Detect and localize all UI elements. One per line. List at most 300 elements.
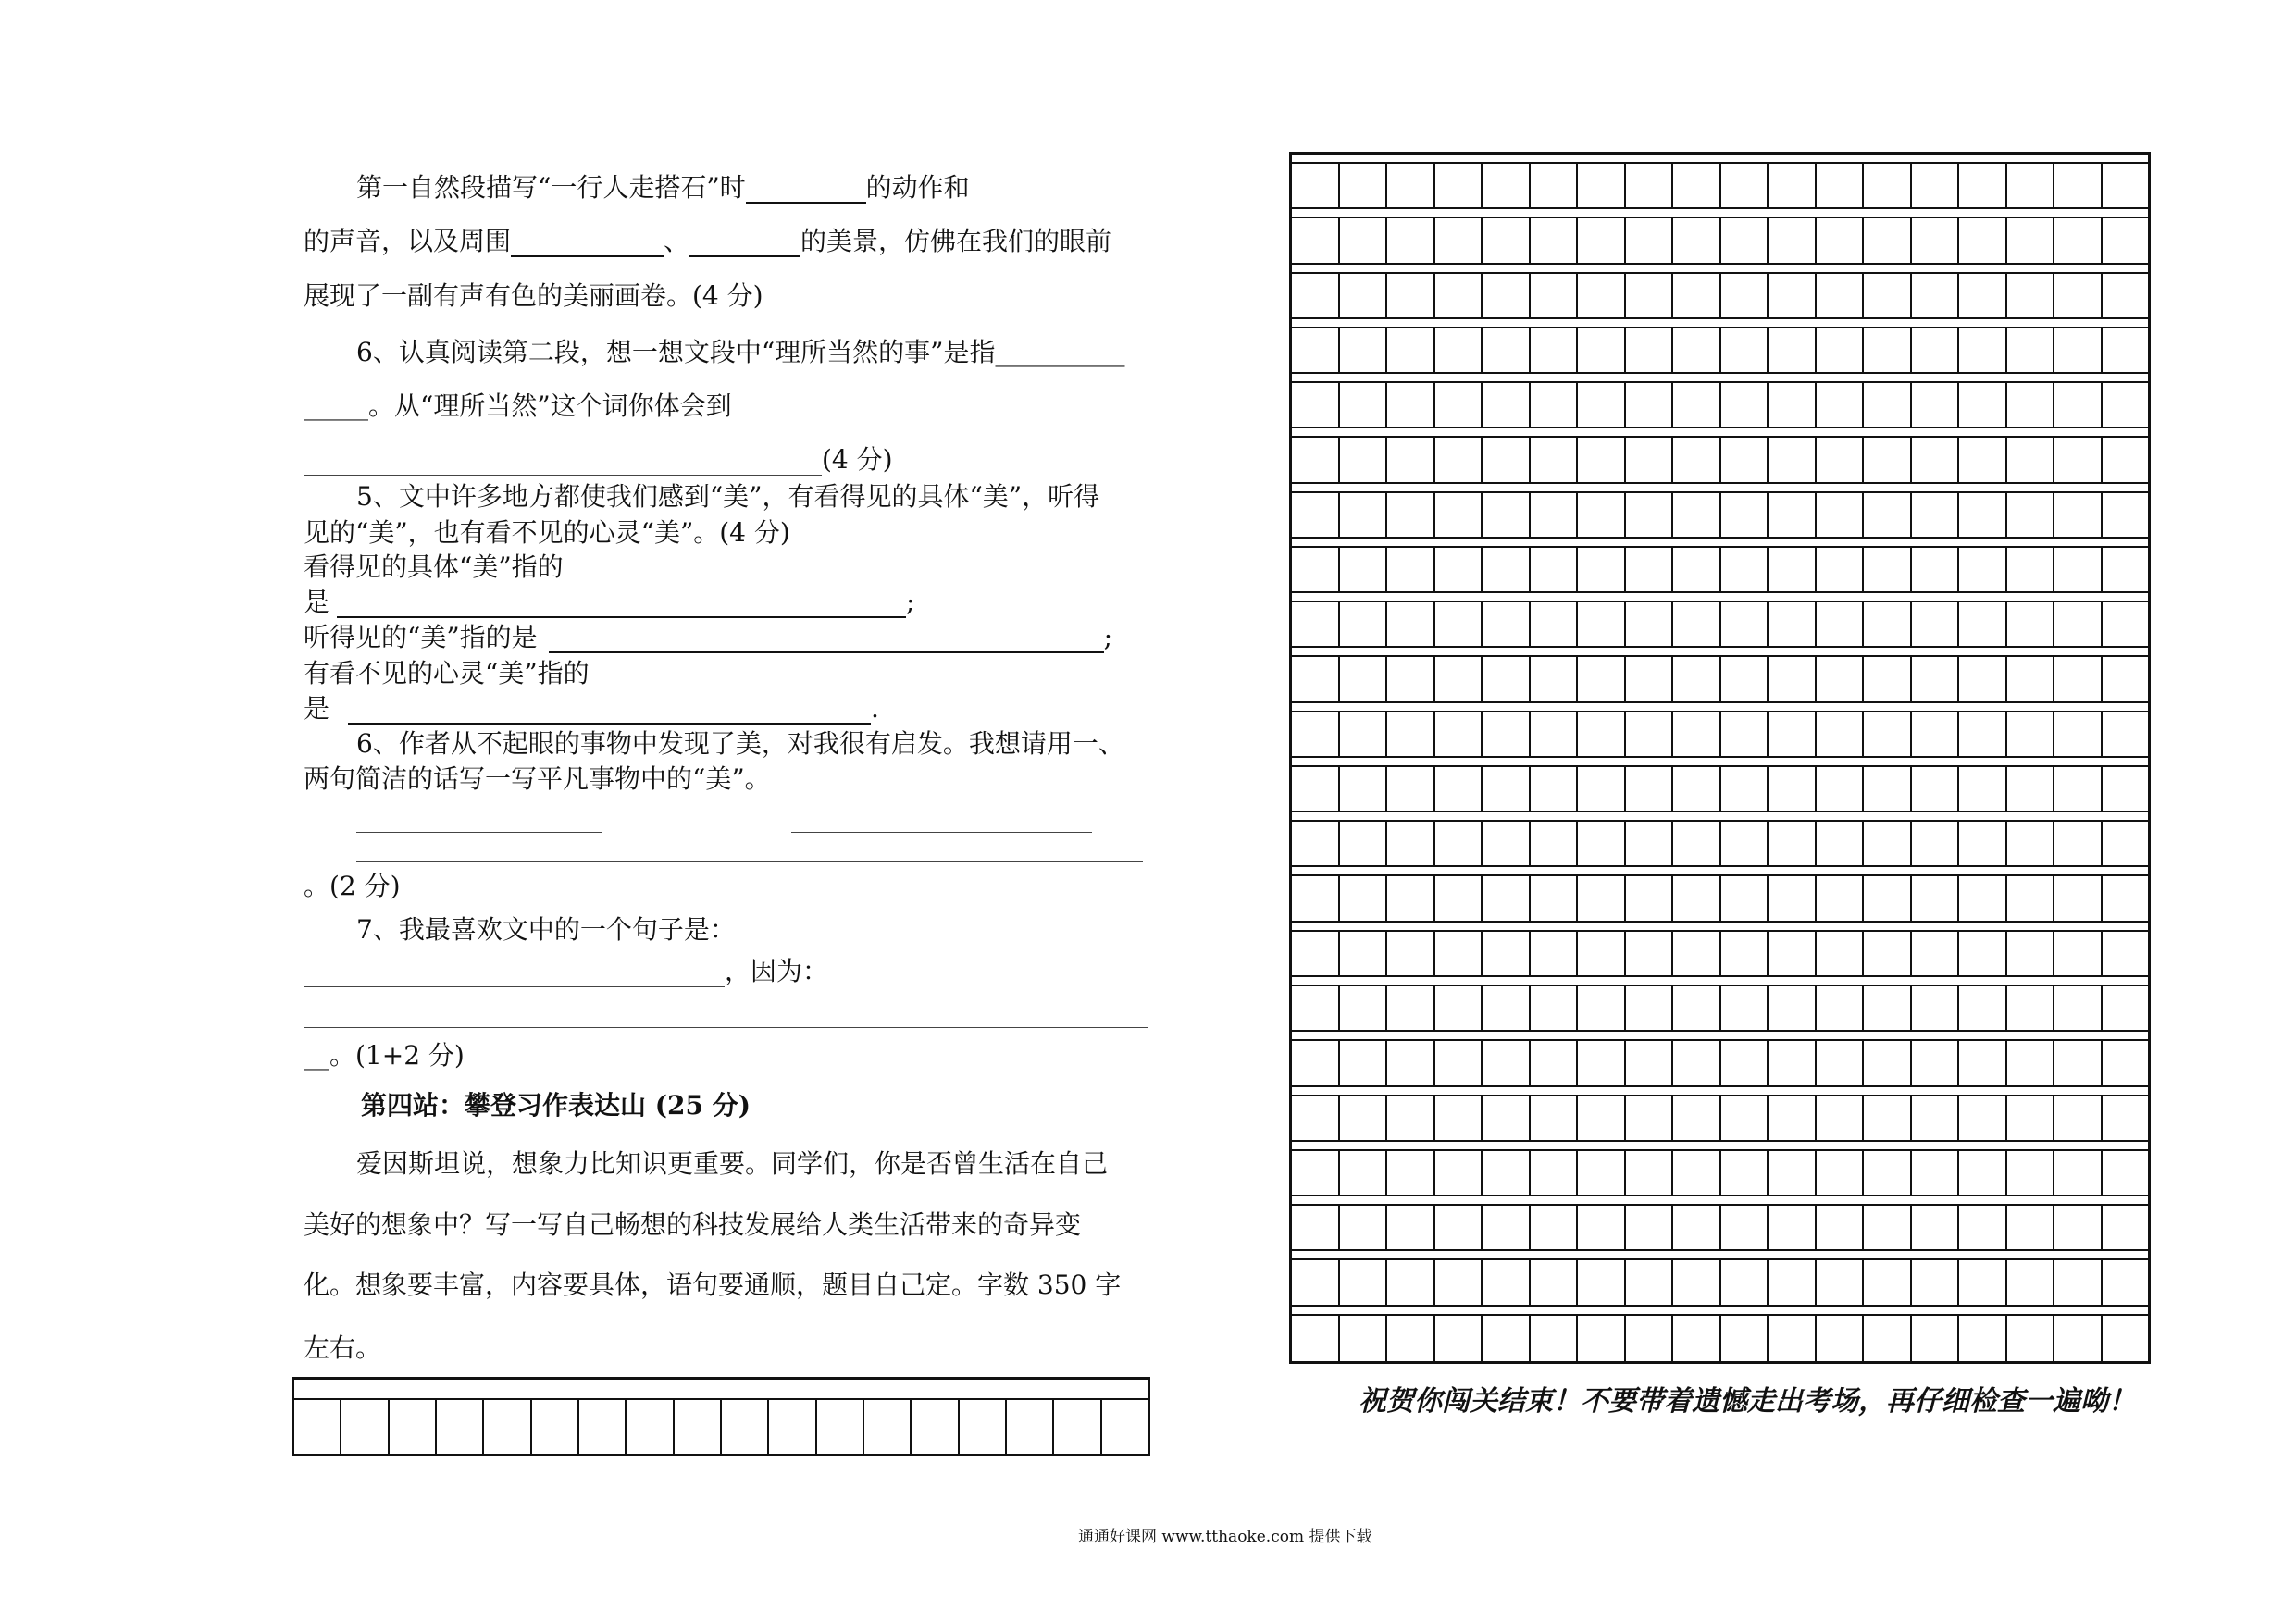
grid-cell[interactable]	[1959, 657, 2007, 700]
grid-cell[interactable]	[1531, 438, 1579, 481]
grid-cell[interactable]	[2007, 1041, 2055, 1084]
grid-cell[interactable]	[2007, 1260, 2055, 1304]
grid-cell[interactable]	[1721, 822, 1769, 865]
grid-cell[interactable]	[1531, 932, 1579, 975]
grid-cell[interactable]	[1340, 1151, 1388, 1195]
grid-cell[interactable]	[1959, 164, 2007, 207]
grid-cell[interactable]	[2054, 164, 2103, 207]
grid-cell[interactable]	[1578, 1260, 1626, 1304]
grid-cell[interactable]	[1864, 1316, 1912, 1361]
grid-cell[interactable]	[2007, 328, 2055, 372]
grid-cell[interactable]	[1626, 712, 1674, 756]
grid-cell[interactable]	[2103, 1151, 2149, 1195]
grid-cell[interactable]	[1387, 1096, 1435, 1140]
grid-cell[interactable]	[1864, 438, 1912, 481]
grid-cell[interactable]	[1435, 274, 1483, 317]
grid-cell[interactable]	[1483, 932, 1531, 975]
grid-cell[interactable]	[1959, 932, 2007, 975]
grid-cell[interactable]	[1483, 1096, 1531, 1140]
grid-cell[interactable]	[1387, 986, 1435, 1030]
grid-cell[interactable]	[1769, 383, 1817, 427]
grid-cell[interactable]	[1435, 602, 1483, 646]
grid-cell[interactable]	[2007, 438, 2055, 481]
grid-cell[interactable]	[1817, 1260, 1865, 1304]
grid-cell[interactable]	[1769, 767, 1817, 811]
answer-blank[interactable]	[746, 174, 866, 204]
grid-cell[interactable]	[294, 1400, 341, 1454]
grid-cell[interactable]	[1340, 1206, 1388, 1249]
grid-cell[interactable]	[1292, 1096, 1340, 1140]
grid-cell[interactable]	[1578, 383, 1626, 427]
grid-cell[interactable]	[1531, 1041, 1579, 1084]
grid-cell[interactable]	[1435, 383, 1483, 427]
grid-cell[interactable]	[1626, 986, 1674, 1030]
grid-cell[interactable]	[1626, 822, 1674, 865]
grid-cell[interactable]	[1578, 1151, 1626, 1195]
grid-cell[interactable]	[2054, 218, 2103, 262]
grid-cell[interactable]	[2103, 932, 2149, 975]
grid-cell[interactable]	[769, 1400, 816, 1454]
grid-cell[interactable]	[1435, 657, 1483, 700]
grid-cell[interactable]	[2054, 548, 2103, 591]
grid-cell[interactable]	[1340, 274, 1388, 317]
grid-cell[interactable]	[1912, 1151, 1960, 1195]
grid-cell[interactable]	[1340, 548, 1388, 591]
grid-cell[interactable]	[1817, 657, 1865, 700]
grid-cell[interactable]	[1864, 1041, 1912, 1084]
grid-cell[interactable]	[1721, 164, 1769, 207]
grid-cell[interactable]	[1435, 164, 1483, 207]
grid-cell[interactable]	[1912, 218, 1960, 262]
grid-cell[interactable]	[1531, 986, 1579, 1030]
grid-cell[interactable]	[1340, 218, 1388, 262]
grid-cell[interactable]	[532, 1400, 579, 1454]
answer-blank[interactable]	[304, 959, 725, 987]
grid-cell[interactable]	[2054, 1041, 2103, 1084]
grid-cell[interactable]	[1387, 438, 1435, 481]
grid-cell[interactable]	[1721, 1206, 1769, 1249]
grid-cell[interactable]	[1864, 657, 1912, 700]
grid-cell[interactable]	[2007, 383, 2055, 427]
grid-cell[interactable]	[1721, 218, 1769, 262]
grid-cell[interactable]	[341, 1400, 389, 1454]
grid-cell[interactable]	[1721, 602, 1769, 646]
grid-cell[interactable]	[2054, 328, 2103, 372]
grid-cell[interactable]	[1673, 657, 1721, 700]
grid-cell[interactable]	[2103, 986, 2149, 1030]
grid-cell[interactable]	[1817, 1206, 1865, 1249]
grid-cell[interactable]	[1817, 383, 1865, 427]
grid-cell[interactable]	[1721, 438, 1769, 481]
grid-cell[interactable]	[1769, 493, 1817, 537]
grid-cell[interactable]	[1435, 1260, 1483, 1304]
grid-cell[interactable]	[2007, 822, 2055, 865]
grid-cell[interactable]	[1435, 438, 1483, 481]
grid-cell[interactable]	[1340, 822, 1388, 865]
grid-cell[interactable]	[2007, 657, 2055, 700]
grid-cell[interactable]	[1673, 932, 1721, 975]
grid-cell[interactable]	[2007, 986, 2055, 1030]
grid-cell[interactable]	[1912, 438, 1960, 481]
grid-cell[interactable]	[1483, 602, 1531, 646]
grid-cell[interactable]	[2103, 602, 2149, 646]
grid-cell[interactable]	[1721, 1260, 1769, 1304]
grid-cell[interactable]	[1864, 1206, 1912, 1249]
grid-cell[interactable]	[817, 1400, 864, 1454]
answer-blank[interactable]	[304, 999, 1148, 1028]
grid-cell[interactable]	[1435, 712, 1483, 756]
grid-cell[interactable]	[1483, 274, 1531, 317]
grid-cell[interactable]	[2103, 164, 2149, 207]
grid-cell[interactable]	[1387, 712, 1435, 756]
grid-cell[interactable]	[1959, 548, 2007, 591]
grid-cell[interactable]	[2054, 383, 2103, 427]
grid-cell[interactable]	[1483, 1316, 1531, 1361]
grid-cell[interactable]	[1578, 1096, 1626, 1140]
grid-cell[interactable]	[1864, 274, 1912, 317]
grid-cell[interactable]	[2054, 274, 2103, 317]
grid-cell[interactable]	[1817, 986, 1865, 1030]
grid-cell[interactable]	[1959, 218, 2007, 262]
grid-cell[interactable]	[2054, 822, 2103, 865]
grid-cell[interactable]	[2103, 767, 2149, 811]
grid-cell[interactable]	[1721, 1151, 1769, 1195]
grid-cell[interactable]	[1531, 164, 1579, 207]
grid-cell[interactable]	[2007, 767, 2055, 811]
grid-cell[interactable]	[1531, 1316, 1579, 1361]
grid-cell[interactable]	[2054, 932, 2103, 975]
grid-cell[interactable]	[1912, 657, 1960, 700]
grid-cell[interactable]	[390, 1400, 437, 1454]
grid-cell[interactable]	[1912, 493, 1960, 537]
grid-cell[interactable]	[1578, 1041, 1626, 1084]
grid-cell[interactable]	[2007, 876, 2055, 920]
grid-cell[interactable]	[1483, 822, 1531, 865]
grid-cell[interactable]	[1912, 383, 1960, 427]
answer-blank[interactable]	[549, 624, 1104, 653]
grid-cell[interactable]	[1387, 602, 1435, 646]
grid-cell[interactable]	[1673, 274, 1721, 317]
grid-cell[interactable]	[1483, 1260, 1531, 1304]
grid-cell[interactable]	[1721, 1096, 1769, 1140]
grid-cell[interactable]	[1292, 1206, 1340, 1249]
grid-cell[interactable]	[1817, 164, 1865, 207]
grid-cell[interactable]	[1578, 767, 1626, 811]
grid-cell[interactable]	[1578, 1316, 1626, 1361]
grid-cell[interactable]	[2007, 1151, 2055, 1195]
grid-cell[interactable]	[2007, 274, 2055, 317]
grid-cell[interactable]	[1721, 548, 1769, 591]
grid-cell[interactable]	[1340, 986, 1388, 1030]
grid-cell[interactable]	[1340, 767, 1388, 811]
grid-cell[interactable]	[2054, 712, 2103, 756]
grid-cell[interactable]	[1483, 657, 1531, 700]
answer-blank[interactable]	[356, 804, 602, 833]
grid-cell[interactable]	[1578, 438, 1626, 481]
grid-cell[interactable]	[1531, 1206, 1579, 1249]
answer-blank[interactable]	[689, 228, 800, 257]
grid-cell[interactable]	[1673, 876, 1721, 920]
grid-cell[interactable]	[1673, 328, 1721, 372]
grid-cell[interactable]	[1483, 1206, 1531, 1249]
grid-cell[interactable]	[1817, 1041, 1865, 1084]
grid-cell[interactable]	[722, 1400, 769, 1454]
grid-cell[interactable]	[1531, 602, 1579, 646]
grid-cell[interactable]	[1817, 1096, 1865, 1140]
grid-cell[interactable]	[1864, 1151, 1912, 1195]
grid-cell[interactable]	[1626, 548, 1674, 591]
grid-cell[interactable]	[1435, 1041, 1483, 1084]
grid-cell[interactable]	[2007, 548, 2055, 591]
grid-cell[interactable]	[1483, 218, 1531, 262]
grid-cell[interactable]	[1435, 932, 1483, 975]
grid-cell[interactable]	[2103, 657, 2149, 700]
grid-cell[interactable]	[1626, 274, 1674, 317]
grid-cell[interactable]	[1578, 274, 1626, 317]
answer-blank[interactable]	[511, 228, 664, 257]
grid-cell[interactable]	[1340, 164, 1388, 207]
grid-cell[interactable]	[1340, 876, 1388, 920]
grid-cell[interactable]	[1292, 383, 1340, 427]
grid-cell[interactable]	[1578, 164, 1626, 207]
grid-cell[interactable]	[1673, 1041, 1721, 1084]
grid-cell[interactable]	[2103, 1260, 2149, 1304]
grid-cell[interactable]	[1292, 657, 1340, 700]
grid-cell[interactable]	[2054, 1316, 2103, 1361]
grid-cell[interactable]	[1912, 1260, 1960, 1304]
grid-cell[interactable]	[1769, 218, 1817, 262]
grid-cell[interactable]	[1578, 876, 1626, 920]
grid-cell[interactable]	[1387, 822, 1435, 865]
grid-cell[interactable]	[1626, 932, 1674, 975]
grid-cell[interactable]	[1292, 602, 1340, 646]
grid-cell[interactable]	[1531, 876, 1579, 920]
grid-cell[interactable]	[1769, 1206, 1817, 1249]
grid-cell[interactable]	[1912, 328, 1960, 372]
grid-cell[interactable]	[675, 1400, 722, 1454]
grid-cell[interactable]	[1578, 328, 1626, 372]
grid-cell[interactable]	[1292, 767, 1340, 811]
grid-cell[interactable]	[1959, 1151, 2007, 1195]
grid-cell[interactable]	[1292, 493, 1340, 537]
grid-cell[interactable]	[1292, 822, 1340, 865]
grid-cell[interactable]	[1626, 1316, 1674, 1361]
grid-cell[interactable]	[1387, 932, 1435, 975]
grid-cell[interactable]	[1864, 986, 1912, 1030]
grid-cell[interactable]	[1578, 602, 1626, 646]
grid-cell[interactable]	[1387, 328, 1435, 372]
grid-cell[interactable]	[1864, 767, 1912, 811]
grid-cell[interactable]	[1769, 1096, 1817, 1140]
grid-cell[interactable]	[1531, 767, 1579, 811]
grid-cell[interactable]	[1912, 1096, 1960, 1140]
grid-cell[interactable]	[1864, 164, 1912, 207]
answer-blank[interactable]	[304, 447, 822, 476]
grid-cell[interactable]	[1673, 986, 1721, 1030]
grid-cell[interactable]	[1292, 548, 1340, 591]
grid-cell[interactable]	[1769, 1041, 1817, 1084]
grid-cell[interactable]	[1435, 1151, 1483, 1195]
grid-cell[interactable]	[1864, 1260, 1912, 1304]
grid-cell[interactable]	[2103, 1041, 2149, 1084]
grid-cell[interactable]	[627, 1400, 674, 1454]
grid-cell[interactable]	[1292, 274, 1340, 317]
grid-cell[interactable]	[1578, 218, 1626, 262]
grid-cell[interactable]	[912, 1400, 959, 1454]
grid-cell[interactable]	[1864, 1096, 1912, 1140]
grid-cell[interactable]	[1340, 712, 1388, 756]
grid-cell[interactable]	[1721, 657, 1769, 700]
grid-cell[interactable]	[2103, 1206, 2149, 1249]
grid-cell[interactable]	[1769, 657, 1817, 700]
grid-cell[interactable]	[1626, 328, 1674, 372]
grid-cell[interactable]	[1435, 876, 1483, 920]
grid-cell[interactable]	[1912, 602, 1960, 646]
grid-cell[interactable]	[1817, 1316, 1865, 1361]
grid-cell[interactable]	[1292, 438, 1340, 481]
grid-cell[interactable]	[1483, 493, 1531, 537]
grid-cell[interactable]	[1531, 657, 1579, 700]
grid-cell[interactable]	[2054, 657, 2103, 700]
grid-cell[interactable]	[1864, 712, 1912, 756]
grid-cell[interactable]	[2103, 493, 2149, 537]
grid-cell[interactable]	[1292, 1151, 1340, 1195]
grid-cell[interactable]	[1578, 822, 1626, 865]
grid-cell[interactable]	[2007, 932, 2055, 975]
grid-cell[interactable]	[1769, 986, 1817, 1030]
grid-cell[interactable]	[1817, 712, 1865, 756]
grid-cell[interactable]	[1102, 1400, 1148, 1454]
grid-cell[interactable]	[1292, 986, 1340, 1030]
grid-cell[interactable]	[2103, 876, 2149, 920]
grid-cell[interactable]	[1435, 1316, 1483, 1361]
grid-cell[interactable]	[1673, 548, 1721, 591]
grid-cell[interactable]	[1959, 1206, 2007, 1249]
grid-cell[interactable]	[1531, 493, 1579, 537]
grid-cell[interactable]	[2103, 274, 2149, 317]
grid-cell[interactable]	[1387, 1151, 1435, 1195]
grid-cell[interactable]	[1721, 986, 1769, 1030]
grid-cell[interactable]	[1959, 383, 2007, 427]
grid-cell[interactable]	[1959, 602, 2007, 646]
grid-cell[interactable]	[1626, 1260, 1674, 1304]
grid-cell[interactable]	[1864, 932, 1912, 975]
grid-cell[interactable]	[1531, 328, 1579, 372]
grid-cell[interactable]	[1817, 328, 1865, 372]
grid-cell[interactable]	[1483, 164, 1531, 207]
grid-cell[interactable]	[1769, 1260, 1817, 1304]
grid-cell[interactable]	[1626, 383, 1674, 427]
grid-cell[interactable]	[1912, 932, 1960, 975]
grid-cell[interactable]	[1959, 274, 2007, 317]
grid-cell[interactable]	[1292, 932, 1340, 975]
grid-cell[interactable]	[1531, 1096, 1579, 1140]
answer-blank[interactable]	[348, 695, 871, 725]
grid-cell[interactable]	[1721, 712, 1769, 756]
grid-cell[interactable]	[1912, 986, 1960, 1030]
grid-cell[interactable]	[1912, 767, 1960, 811]
grid-cell[interactable]	[1292, 218, 1340, 262]
grid-cell[interactable]	[1817, 876, 1865, 920]
grid-cell[interactable]	[2103, 712, 2149, 756]
grid-cell[interactable]	[1769, 438, 1817, 481]
grid-cell[interactable]	[1531, 383, 1579, 427]
grid-cell[interactable]	[1721, 1316, 1769, 1361]
grid-cell[interactable]	[1387, 164, 1435, 207]
grid-cell[interactable]	[2007, 218, 2055, 262]
grid-cell[interactable]	[1387, 876, 1435, 920]
grid-cell[interactable]	[1531, 712, 1579, 756]
grid-cell[interactable]	[2007, 164, 2055, 207]
grid-cell[interactable]	[1673, 218, 1721, 262]
grid-cell[interactable]	[1673, 1096, 1721, 1140]
grid-cell[interactable]	[2007, 493, 2055, 537]
grid-cell[interactable]	[2007, 1316, 2055, 1361]
grid-cell[interactable]	[1626, 767, 1674, 811]
grid-cell[interactable]	[1769, 1316, 1817, 1361]
grid-cell[interactable]	[1340, 328, 1388, 372]
grid-cell[interactable]	[1483, 328, 1531, 372]
grid-cell[interactable]	[1340, 1316, 1388, 1361]
grid-cell[interactable]	[1626, 438, 1674, 481]
grid-cell[interactable]	[1483, 1041, 1531, 1084]
grid-cell[interactable]	[2054, 1260, 2103, 1304]
grid-cell[interactable]	[1578, 657, 1626, 700]
grid-cell[interactable]	[1340, 1260, 1388, 1304]
grid-cell[interactable]	[1864, 328, 1912, 372]
grid-cell[interactable]	[1721, 383, 1769, 427]
grid-cell[interactable]	[1721, 876, 1769, 920]
grid-cell[interactable]	[1673, 1151, 1721, 1195]
grid-cell[interactable]	[1340, 932, 1388, 975]
grid-cell[interactable]	[1769, 164, 1817, 207]
grid-cell[interactable]	[864, 1400, 912, 1454]
grid-cell[interactable]	[1387, 657, 1435, 700]
grid-cell[interactable]	[1483, 438, 1531, 481]
grid-cell[interactable]	[1292, 164, 1340, 207]
grid-cell[interactable]	[1340, 383, 1388, 427]
grid-cell[interactable]	[1483, 1151, 1531, 1195]
grid-cell[interactable]	[1959, 1096, 2007, 1140]
grid-cell[interactable]	[1435, 767, 1483, 811]
grid-cell[interactable]	[1435, 328, 1483, 372]
grid-cell[interactable]	[1912, 164, 1960, 207]
grid-cell[interactable]	[1387, 1206, 1435, 1249]
grid-cell[interactable]	[1864, 602, 1912, 646]
grid-cell[interactable]	[1673, 383, 1721, 427]
grid-cell[interactable]	[1912, 822, 1960, 865]
grid-cell[interactable]	[1340, 602, 1388, 646]
grid-cell[interactable]	[1817, 932, 1865, 975]
grid-cell[interactable]	[2054, 1206, 2103, 1249]
grid-cell[interactable]	[1817, 493, 1865, 537]
grid-cell[interactable]	[1292, 1041, 1340, 1084]
grid-cell[interactable]	[1387, 274, 1435, 317]
grid-cell[interactable]	[2054, 986, 2103, 1030]
grid-cell[interactable]	[1483, 876, 1531, 920]
grid-cell[interactable]	[1626, 876, 1674, 920]
grid-cell[interactable]	[484, 1400, 531, 1454]
grid-cell[interactable]	[1959, 712, 2007, 756]
grid-cell[interactable]	[1578, 712, 1626, 756]
grid-cell[interactable]	[1817, 218, 1865, 262]
grid-cell[interactable]	[1912, 876, 1960, 920]
grid-cell[interactable]	[1721, 1041, 1769, 1084]
grid-cell[interactable]	[1435, 1206, 1483, 1249]
grid-cell[interactable]	[1817, 822, 1865, 865]
grid-cell[interactable]	[1340, 493, 1388, 537]
grid-cell[interactable]	[1578, 493, 1626, 537]
